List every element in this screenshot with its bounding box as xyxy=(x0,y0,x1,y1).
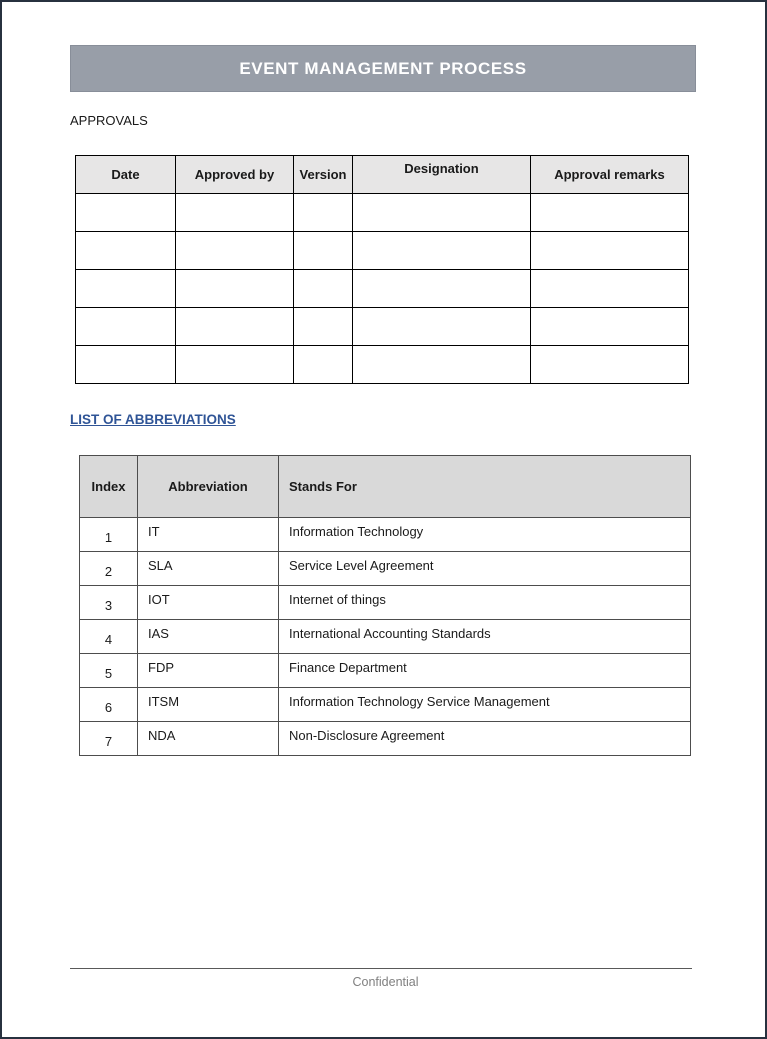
footer-divider xyxy=(70,968,692,969)
table-row xyxy=(80,688,691,722)
empty-cell xyxy=(531,346,689,384)
index-cell: 6 xyxy=(80,688,138,722)
column-header-approval-remarks: Approval remarks xyxy=(531,156,689,194)
empty-cell xyxy=(531,194,689,232)
empty-cell xyxy=(294,194,353,232)
empty-cell xyxy=(531,232,689,270)
title-banner xyxy=(70,45,696,92)
column-header-version: Version xyxy=(294,156,353,194)
stands-for-cell: Internet of things xyxy=(279,586,691,620)
column-header-stands-for: Stands For xyxy=(279,456,691,518)
empty-cell xyxy=(353,232,531,270)
empty-cell xyxy=(353,194,531,232)
table-row xyxy=(80,586,691,620)
table-row xyxy=(80,518,691,552)
empty-cell xyxy=(531,308,689,346)
empty-cell xyxy=(76,308,176,346)
column-header-date: Date xyxy=(76,156,176,194)
stands-for-cell: Information Technology xyxy=(279,518,691,552)
footer-text: Confidential xyxy=(352,975,419,989)
column-header-abbreviation: Abbreviation xyxy=(138,456,279,518)
empty-cell xyxy=(76,194,176,232)
abbreviation-cell: IOT xyxy=(138,586,279,620)
empty-cell xyxy=(294,232,353,270)
page-title: EVENT MANAGEMENT PROCESS xyxy=(239,58,527,78)
empty-cell xyxy=(531,270,689,308)
stands-for-cell: Service Level Agreement xyxy=(279,552,691,586)
abbreviation-cell: NDA xyxy=(138,722,279,756)
stands-for-cell: Information Technology Service Management xyxy=(279,688,691,722)
table-row xyxy=(80,620,691,654)
abbreviations-heading: LIST OF ABBREVIATIONS xyxy=(70,412,236,427)
column-header-designation: Designation xyxy=(353,156,531,194)
stands-for-cell: Finance Department xyxy=(279,654,691,688)
approvals-table xyxy=(75,155,689,384)
approvals-section-label: APPROVALS xyxy=(70,113,148,128)
stands-for-cell: International Accounting Standards xyxy=(279,620,691,654)
abbreviation-cell: IT xyxy=(138,518,279,552)
table-row xyxy=(80,552,691,586)
table-row xyxy=(80,654,691,688)
empty-cell xyxy=(76,346,176,384)
index-cell: 5 xyxy=(80,654,138,688)
empty-cell xyxy=(353,346,531,384)
empty-cell xyxy=(176,308,294,346)
table-row xyxy=(76,232,689,270)
empty-cell xyxy=(176,346,294,384)
index-cell: 3 xyxy=(80,586,138,620)
table-row xyxy=(76,308,689,346)
empty-cell xyxy=(76,232,176,270)
table-row xyxy=(76,346,689,384)
empty-cell xyxy=(294,346,353,384)
abbreviation-cell: IAS xyxy=(138,620,279,654)
index-cell: 1 xyxy=(80,518,138,552)
empty-cell xyxy=(76,270,176,308)
approvals-header-row xyxy=(76,156,689,194)
empty-cell xyxy=(176,194,294,232)
empty-cell xyxy=(294,270,353,308)
stands-for-cell: Non-Disclosure Agreement xyxy=(279,722,691,756)
empty-cell xyxy=(176,232,294,270)
abbreviation-cell: ITSM xyxy=(138,688,279,722)
empty-cell xyxy=(176,270,294,308)
abbreviation-cell: SLA xyxy=(138,552,279,586)
abbreviations-header-row xyxy=(80,456,691,518)
table-row xyxy=(80,722,691,756)
column-header-approved-by: Approved by xyxy=(176,156,294,194)
table-row xyxy=(76,194,689,232)
column-header-index: Index xyxy=(80,456,138,518)
index-cell: 4 xyxy=(80,620,138,654)
index-cell: 7 xyxy=(80,722,138,756)
empty-cell xyxy=(353,308,531,346)
table-row xyxy=(76,270,689,308)
abbreviation-cell: FDP xyxy=(138,654,279,688)
abbreviations-table xyxy=(79,455,691,756)
empty-cell xyxy=(353,270,531,308)
empty-cell xyxy=(294,308,353,346)
index-cell: 2 xyxy=(80,552,138,586)
